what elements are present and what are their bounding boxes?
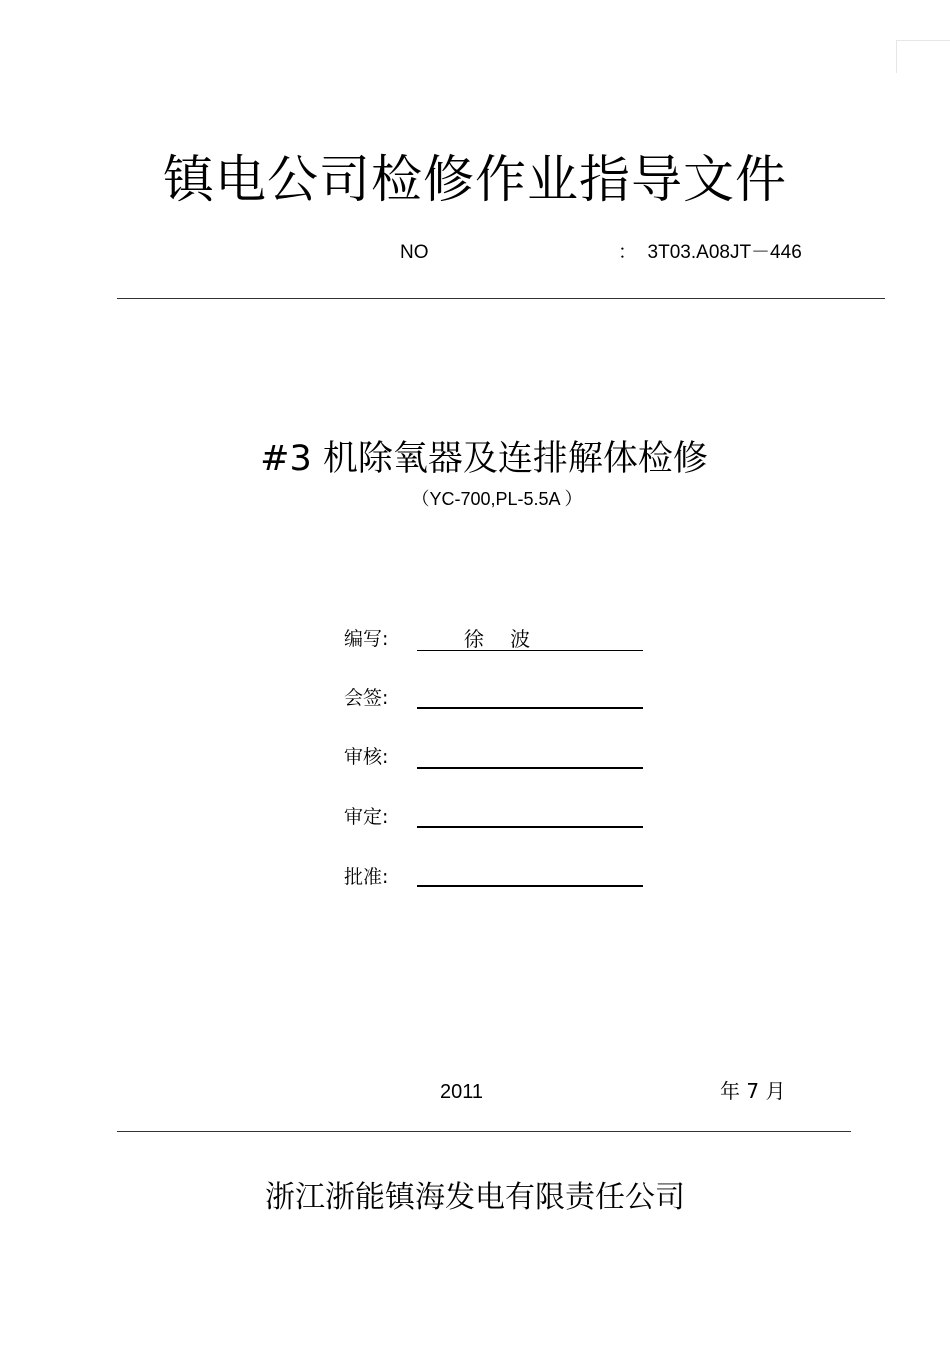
footer-divider (117, 1131, 851, 1132)
signature-line-author (417, 650, 643, 651)
signature-line-approve (417, 885, 643, 887)
page-corner-mark (896, 40, 950, 73)
signature-label-review: 审核: (344, 746, 389, 768)
subject-model: （YC-700,PL-5.5A ） (411, 489, 583, 509)
company-name: 浙江浙能镇海发电有限责任公司 (265, 1180, 685, 1215)
date-year: 2011 (440, 1081, 484, 1103)
document-title: 镇电公司检修作业指导文件 (162, 151, 787, 210)
signature-value-author: 徐 波 (463, 627, 541, 651)
document-number-label: NO (400, 242, 429, 263)
signature-line-verify (417, 826, 643, 828)
signature-label-countersign: 会签: (344, 687, 389, 709)
signature-label-verify: 审定: (344, 806, 389, 828)
date-month: 年 7 月 (720, 1079, 786, 1103)
header-divider (117, 298, 885, 299)
subject-title: #3 机除氧器及连排解体检修 (260, 439, 708, 479)
signature-line-countersign (417, 707, 643, 709)
document-number-value: ： 3T03.A08JT－446 (618, 242, 802, 263)
signature-label-approve: 批准: (344, 866, 389, 888)
signature-line-review (417, 767, 643, 769)
signature-label-author: 编写: (344, 628, 389, 650)
